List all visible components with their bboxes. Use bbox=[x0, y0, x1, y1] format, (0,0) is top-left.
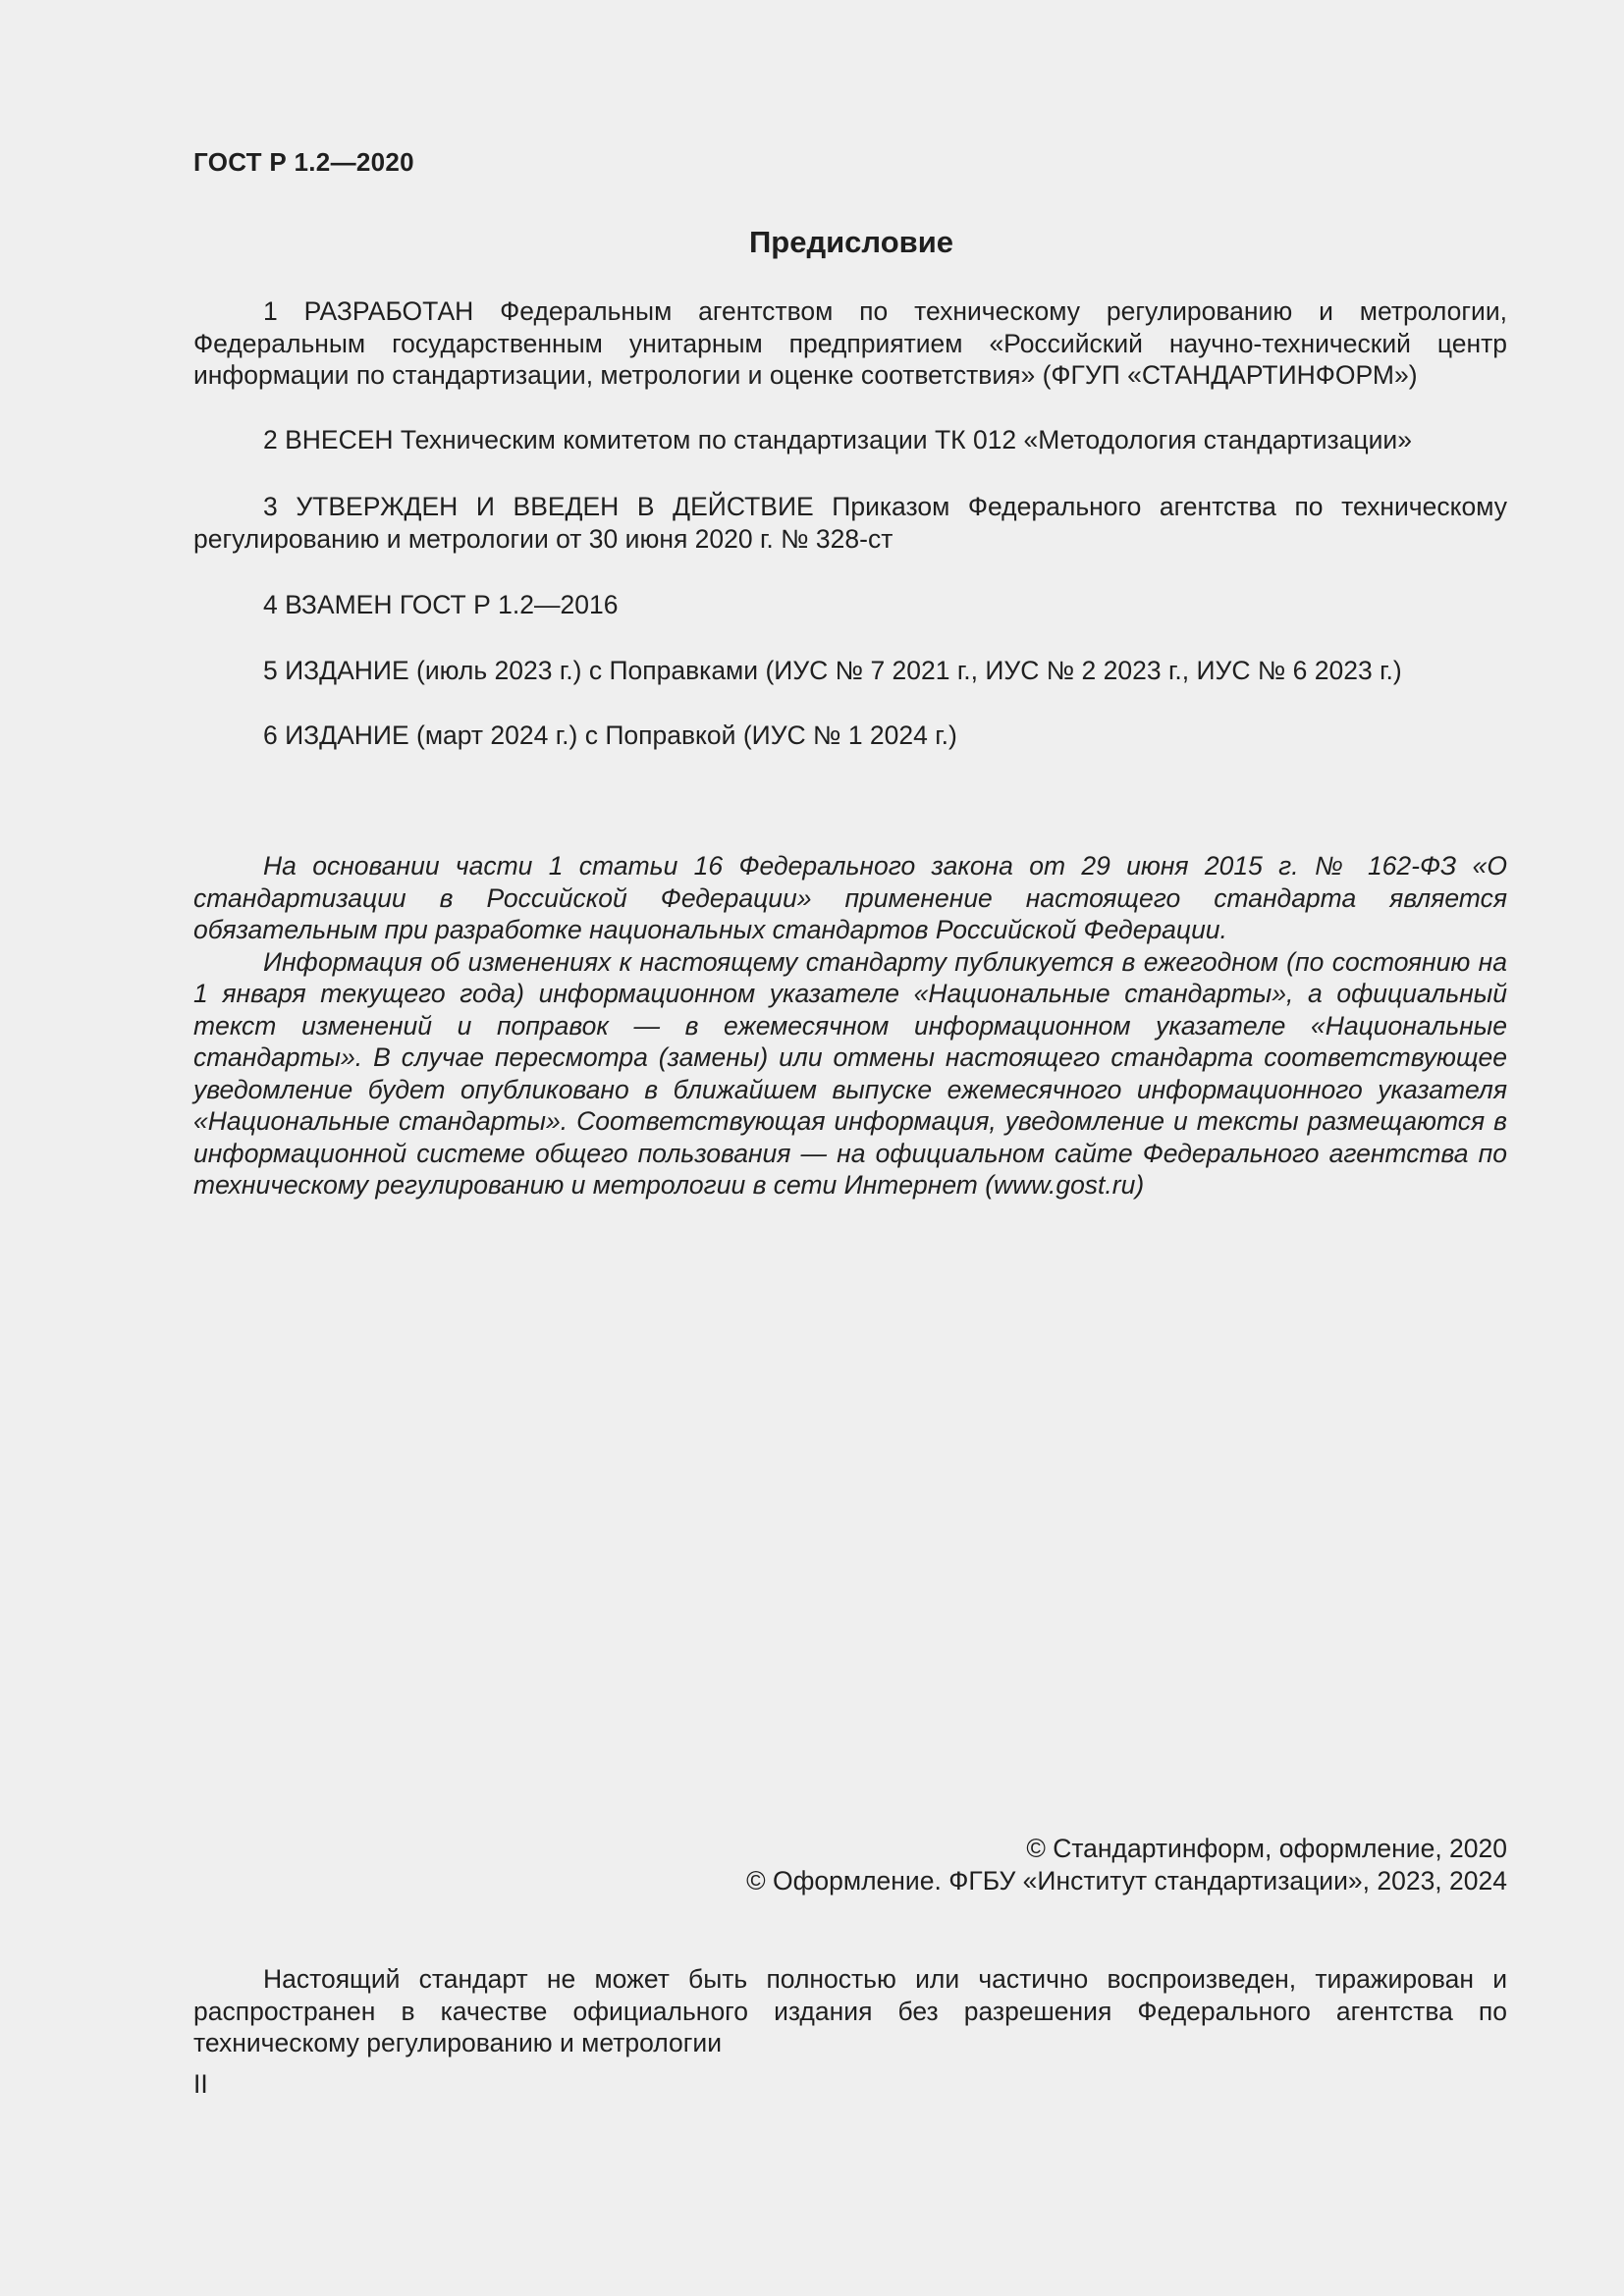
preface-item-text: 1 РАЗРАБОТАН Федеральным агентством по техническому регулированию и метрологии, Федеральным государственным унитарным предприятием «Российский научно-технический центр информации по стандартизации, метрологии и оценке соответствия» (ФГУП «СТАНДАРТИНФОРМ») bbox=[193, 296, 1507, 390]
preface-item-6 bbox=[193, 720, 1507, 752]
preface-item-text: 2 ВНЕСЕН Техническим комитетом по стандартизации ТК 012 «Методология стандартизации» bbox=[263, 425, 1412, 454]
preface-item-text: 5 ИЗДАНИЕ (июль 2023 г.) с Поправками (ИУС № 7 2021 г., ИУС № 2 2023 г., ИУС № 6 2023 г.) bbox=[263, 656, 1402, 685]
page-title: Предисловие bbox=[748, 225, 953, 259]
standard-code-header: ГОСТ Р 1.2—2020 bbox=[193, 147, 414, 177]
reproduction-notice bbox=[193, 1963, 1507, 2059]
copyright-block bbox=[746, 1833, 1507, 1896]
preface-item-2 bbox=[193, 424, 1507, 456]
preface-item-text: 3 УТВЕРЖДЕН И ВВЕДЕН В ДЕЙСТВИЕ Приказом Федерального агентства по техническому регулированию и метрологии от 30 июня 2020 г. № 328-ст bbox=[193, 492, 1507, 554]
preface-item-1 bbox=[193, 295, 1507, 392]
copyright-line: © Оформление. ФГБУ «Институт стандартизации», 2023, 2024 bbox=[746, 1865, 1507, 1896]
page-number: II bbox=[193, 2069, 208, 2099]
preface-item-text: 4 ВЗАМЕН ГОСТ Р 1.2—2016 bbox=[263, 590, 619, 619]
preface-item-5 bbox=[193, 655, 1507, 687]
preface-item-3 bbox=[193, 491, 1507, 555]
reproduction-notice-text: Настоящий стандарт не может быть полностью или частично воспроизведен, тиражирован и распространен в качестве официального издания без разрешения Федерального агентства по техническому регулированию и метрологии bbox=[193, 1964, 1507, 2057]
preface-item-4 bbox=[193, 589, 1507, 621]
legal-notice-paragraph: На основании части 1 статьи 16 Федерального закона от 29 июня 2015 г. № 162-ФЗ «О стандартизации в Российской Федерации» применение настоящего стандарта является обязательным при разработке национальных стандартов Российской Федерации. bbox=[193, 851, 1507, 944]
legal-notice bbox=[193, 850, 1507, 1201]
preface-item-text: 6 ИЗДАНИЕ (март 2024 г.) с Поправкой (ИУС № 1 2024 г.) bbox=[263, 721, 957, 750]
legal-notice-paragraph: Информация об изменениях к настоящему стандарту публикуется в ежегодном (по состоянию на 1 января текущего года) информационном указателе «Национальные стандарты», а официальный текст изменений и поправок — в ежемесячном информационном указателе «Национальные стандарты». В случае пересмотра (замены) или отмены настоящего стандарта соответствующее уведомление будет опубликовано в ближайшем выпуске ежемесячного информационного указателя «Национальные стандарты». Соответствующая информация, уведомление и тексты размещаются в информационной системе общего пользования — на официальном сайте Федерального агентства по техническому регулированию и метрологии в сети Интернет (www.gost.ru) bbox=[193, 946, 1507, 1200]
copyright-line: © Стандартинформ, оформление, 2020 bbox=[1026, 1834, 1507, 1863]
